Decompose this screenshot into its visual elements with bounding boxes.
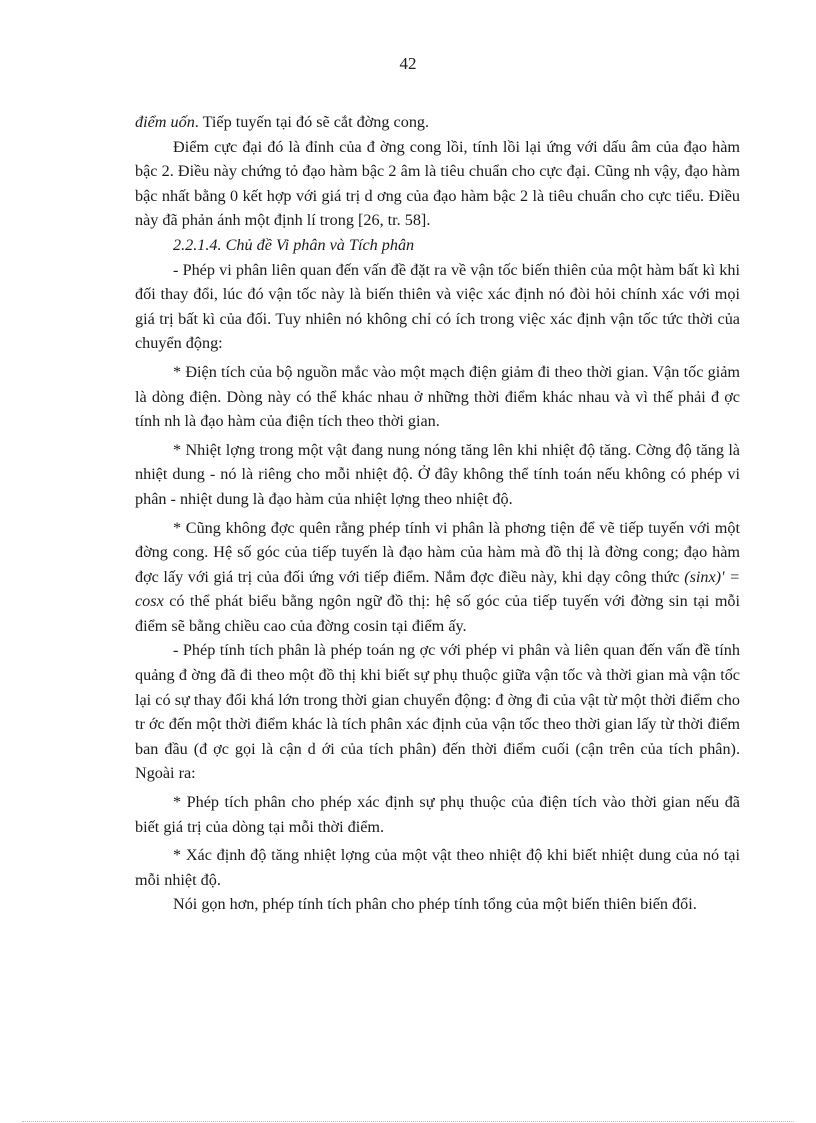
paragraph-maximum-criterion: Điểm cực đại đó là đỉnh của đ ờng cong lồi, tính lồi lại ứng với dấu âm của đạo hàm bậc 2. Điều này chứng tỏ đạo hàm bậc 2 âm là tiêu chuẩn cho cực đại. Cũng nh vậy, đạo hàm bậc nhất bằng 0 kết hợp với giá trị d ơng của đạo hàm bậc 2 là tiêu chuẩn cho cực tiểu. Điều này đã phản ánh một định lí trong [26, tr. 58].: [135, 137, 740, 230]
paragraph-tangent: [135, 516, 740, 639]
paragraph-text: . Tiếp tuyến tại đó sẽ cắt đờng cong.: [194, 113, 430, 131]
formula-sin-derivative: (sinx)' = cosx: [135, 567, 740, 611]
paragraph-inflection-point: [135, 110, 740, 135]
page-bottom-divider: [22, 1121, 794, 1122]
paragraph-summary: Nói gọn hơn, phép tính tích phân cho phép tính tổng của một biến thiên biến đổi.: [173, 895, 697, 914]
paragraph-text: * Cũng không đợc quên rằng phép tính vi phân là phơng tiện để vẽ tiếp tuyến với một đờng cong. Hệ số góc của tiếp tuyến là đạo hàm của hàm mà đồ thị là đờng cong; đạo hàm đợc lấy với giá trị của đối ứng với tiếp điểm. Nắm đợc điều này, khi dạy công thức: [135, 518, 740, 586]
page-number: 42: [399, 54, 417, 73]
page-body: [135, 110, 740, 917]
paragraph-heat-integral: * Xác định độ tăng nhiệt lợng của một vật theo nhiệt độ khi biết nhiệt dung của nó tại mỗi nhiệt độ.: [135, 846, 740, 889]
paragraph-heat-capacity: * Nhiệt lợng trong một vật đang nung nóng tăng lên khi nhiệt độ tăng. Cờng độ tăng là nhiệt dung - nó là riêng cho mỗi nhiệt độ. Ở đây không thể tính toán nếu không có phép vi phân - nhiệt dung là đạo hàm của nhiệt lợng theo nhiệt độ.: [135, 440, 740, 508]
paragraph-integration: - Phép tính tích phân là phép toán ng ợc với phép vi phân và liên quan đến vấn đề tính quảng đ ờng đã đi theo một đồ thị khi biết sự phụ thuộc giữa vận tốc và thời gian mà vận tốc lại có sự thay đổi khá lớn trong thời gian chuyển động: đ ờng đi của vật từ một thời điểm cho tr ớc đến một thời điểm khác là tích phân xác định của vận tốc theo thời gian lấy từ thời điểm ban đầu (đ ợc gọi là cận d ới của tích phân) đến thời điểm cuối (cận trên của tích phân). Ngoài ra:: [135, 641, 740, 783]
paragraph-text: có thể phát biểu bằng ngôn ngữ đồ thị: hệ số góc của tiếp tuyến với đờng sin tại mỗi điểm sẽ bằng chiều cao của đờng cosin tại điểm ấy.: [135, 592, 740, 635]
term-inflection-point: điểm uốn: [135, 113, 195, 131]
paragraph-charge-integral: * Phép tích phân cho phép xác định sự phụ thuộc của điện tích vào thời gian nếu đã biết giá trị của dòng tại mỗi thời điểm.: [135, 793, 740, 836]
paragraph-charge-current: * Điện tích của bộ nguồn mắc vào một mạch điện giảm đi theo thời gian. Vận tốc giảm là dòng điện. Dòng này có thể khác nhau ở những thời điểm khác nhau và vì thế phải đ ợc tính nh là đạo hàm của điện tích theo thời gian.: [135, 362, 740, 431]
section-heading: 2.2.1.4. Chủ đề Vi phân và Tích phân: [173, 235, 415, 254]
paragraph-differentiation: - Phép vi phân liên quan đến vấn đề đặt ra về vận tốc biến thiên của một hàm bất kì khi đối thay đổi, lúc đó vận tốc này là biến thiên và việc xác định nó đòi hỏi chính xác với mọi giá trị bất kì của đối. Tuy nhiên nó không chỉ có ích trong việc xác định vận tốc tức thời của chuyển động:: [135, 260, 740, 353]
